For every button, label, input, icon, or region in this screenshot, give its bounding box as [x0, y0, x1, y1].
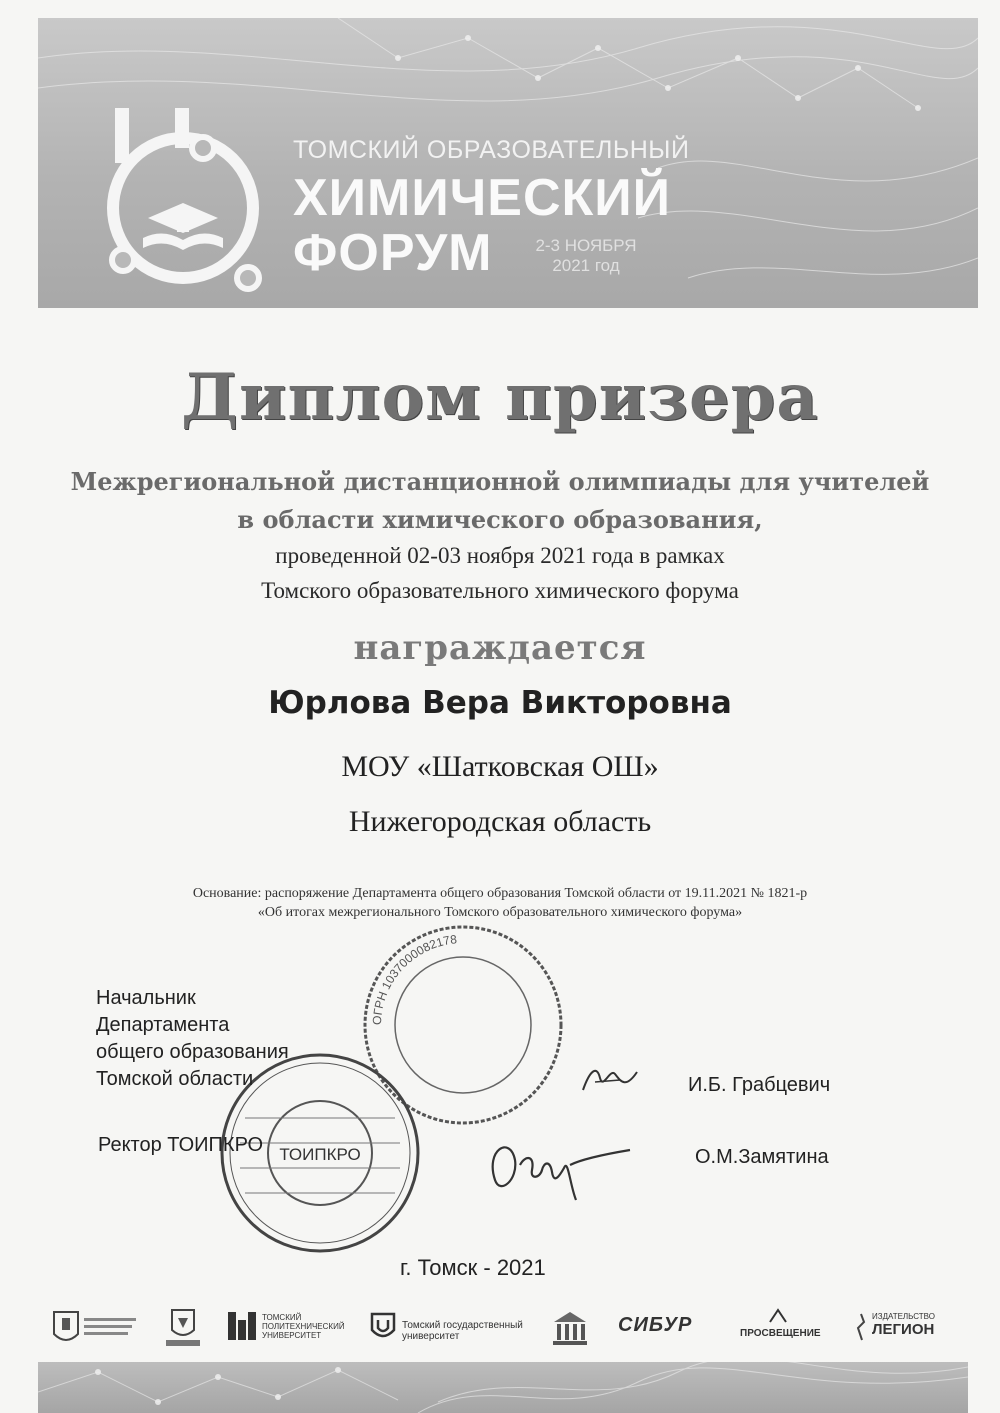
- building-logo-icon: [548, 1306, 592, 1350]
- legion-top-text: ИЗДАТЕЛЬСТВО: [872, 1312, 935, 1321]
- recipient-school: МОУ «Шатковская ОШ»: [341, 750, 659, 783]
- signatory-1-line-4: Томской области: [96, 1068, 254, 1090]
- diploma-title: Диплом призера: [181, 360, 819, 435]
- awarded-label: награждается: [353, 628, 647, 668]
- banner-title-line1: ХИМИЧЕСКИЙ: [293, 169, 672, 227]
- banner-title-line2: ФОРУМ: [293, 224, 493, 282]
- banner-subtitle: ТОМСКИЙ ОБРАЗОВАТЕЛЬНЫЙ: [293, 136, 690, 164]
- subtitle-line-1: Межрегиональной дистанционной олимпиады для учителей: [70, 467, 930, 496]
- signatory-1-name: И.Б. Грабцевич: [688, 1074, 831, 1096]
- stamp-upper-ogrn: ОГРН 1037000082178: [369, 932, 458, 1026]
- recipient-name: Юрлова Вера Викторовна: [268, 685, 732, 721]
- tsu-logo: [370, 1306, 550, 1350]
- signatory-1-line-1: Начальник: [96, 987, 196, 1009]
- subtitle-line-4: Томского образовательного химического форума: [261, 578, 739, 603]
- tpu-icon: [228, 1312, 256, 1340]
- academy-logo-icon: [158, 1306, 208, 1350]
- signature-zamyatina: [480, 1130, 640, 1210]
- header-banner: [38, 18, 978, 308]
- prosveshchenie-icon: [768, 1308, 788, 1324]
- basis-line-1: Основание: распоряжение Департамента общего образования Томской области от 19.11.2021 № 1821-р: [192, 886, 808, 901]
- legion-figure-icon: [852, 1312, 870, 1342]
- signatory-1-line-3: общего образования: [96, 1041, 289, 1063]
- tpu-text-line-3: УНИВЕРСИТЕТ: [262, 1331, 322, 1340]
- legion-text: ЛЕГИОН: [872, 1321, 935, 1338]
- partner-logos: [30, 1306, 980, 1350]
- signature-grabtsevich: [575, 1060, 645, 1100]
- legion-logo: [850, 1306, 960, 1350]
- stamp-center-text: ТОИПКРО: [279, 1145, 361, 1164]
- subtitle-line-2: в области химического образования,: [237, 505, 763, 534]
- sibur-logo: СИБУР: [618, 1314, 693, 1336]
- banner-dates-days: 2-3 НОЯБРЯ: [535, 236, 637, 255]
- prosveshchenie-text: ПРОСВЕЩЕНИЕ: [740, 1328, 821, 1339]
- subtitle-line-3: проведенной 02-03 ноября 2021 года в рамках: [275, 543, 725, 568]
- signatory-1-line-2: Департамента: [96, 1014, 230, 1036]
- tpu-text-line-1: ТОМСКИЙ: [262, 1313, 302, 1322]
- footer-banner: [38, 1362, 968, 1413]
- basis-line-2: «Об итогах межрегионального Томского образовательного химического форума»: [257, 905, 743, 920]
- recipient-region: Нижегородская область: [348, 805, 652, 838]
- tsu-text: Томский государственный университет: [402, 1320, 523, 1342]
- prosveshchenie-logo: [738, 1306, 828, 1350]
- tpu-text-line-2: ПОЛИТЕХНИЧЕСКИЙ: [262, 1322, 345, 1331]
- signatory-2-position: Ректор ТОИПКРО: [98, 1134, 264, 1156]
- forum-logo-icon: [93, 108, 283, 298]
- signatory-2-name: О.М.Замятина: [695, 1146, 829, 1168]
- tsu-shield-icon: [370, 1312, 396, 1342]
- footer-network-background: [38, 1362, 968, 1413]
- banner-dates: [516, 236, 656, 276]
- tomsk-region-emblem-icon: [50, 1306, 140, 1350]
- signatory-1-position: [96, 985, 289, 1093]
- tpu-logo: [228, 1306, 358, 1350]
- banner-dates-year: 2021 год: [552, 256, 620, 275]
- city-year: г. Томск - 2021: [400, 1255, 546, 1280]
- tpu-text: [262, 1313, 345, 1340]
